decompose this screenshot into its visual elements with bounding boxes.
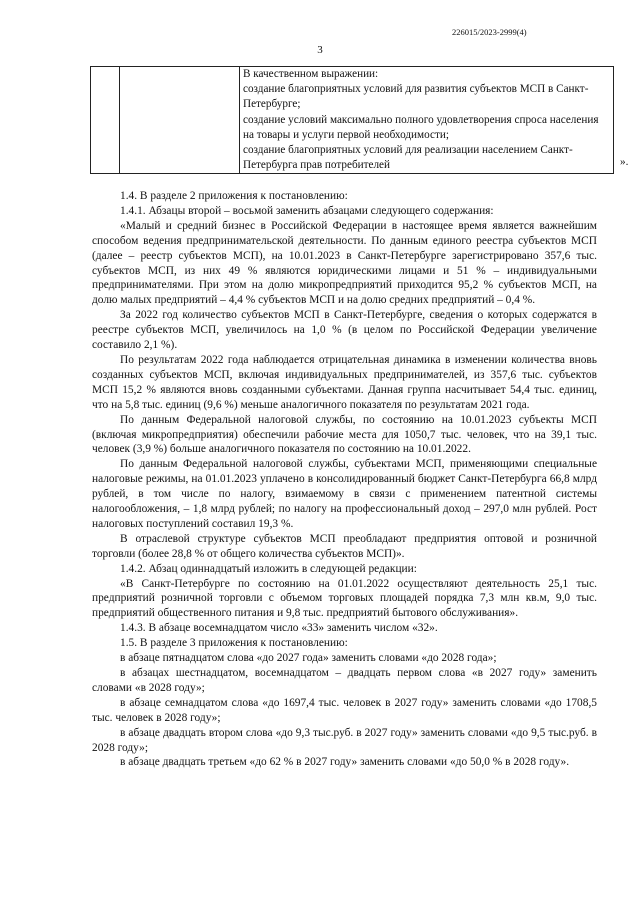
paragraph: По результатам 2022 года наблюдается отрицательная динамика в изменении количества вновь созданных субъектов МСП, включая индивидуальных предпринимателей, из 357,6 тыс. субъектов МСП 15,2 % являются вновь созданными субъектами. Данная группа насчитывает 54,4 тыс. единиц, что на 5,8 тыс. единиц (9,6 %) меньше аналогичного показателя по результатам 2021 года. [92, 353, 597, 411]
continued-table [90, 66, 614, 174]
table-line: создание благоприятных условий для реализации населением Санкт-Петербурга прав потребителей [243, 144, 573, 172]
table-cell-text [240, 67, 614, 174]
paragraph: 1.4.3. В абзаце восемнадцатом число «33» заменить числом «32». [120, 622, 438, 635]
paragraph: 1.5. В разделе 3 приложения к постановлению: [120, 637, 348, 650]
paragraph: в абзаце двадцать третьем «до 62 % в 2027 году» заменить словами «до 50,0 % в 2028 году». [120, 756, 570, 769]
table-cell-empty [91, 67, 120, 174]
paragraph: По данным Федеральной налоговой службы, по состоянию на 10.01.2023 субъекты МСП (включая микропредприятия) обеспечили рабочие места для 1050,7 тыс. человек, что на 39,1 тыс. человек (3,9 %) больше аналогичного показателя по состоянию на 10.01.2022. [92, 413, 597, 456]
document-body [92, 183, 597, 770]
paragraph: в абзацах шестнадцатом, восемнадцатом – двадцать первом слова «в 2027 году» заменить словами «в 2028 году»; [92, 667, 597, 694]
table-line: В качественном выражении: [243, 68, 379, 80]
paragraph: 1.4. В разделе 2 приложения к постановлению: [120, 190, 348, 202]
document-number: 226015/2023-2999(4) [452, 27, 527, 37]
table-row [91, 67, 614, 174]
paragraph: в абзаце семнадцатом слова «до 1697,4 тыс. человек в 2027 году» заменить словами «до 1708,5 тыс. человек в 2028 году»; [92, 696, 597, 724]
paragraph: 1.4.1. Абзацы второй – восьмой заменить абзацами следующего содержания: [120, 204, 494, 217]
table-cell-empty [120, 67, 240, 174]
table-line: создание благоприятных условий для развития субъектов МСП в Санкт-Петербурге; [243, 83, 589, 111]
paragraph: По данным Федеральной налоговой службы, субъектами МСП, применяющими специальные налоговые режимы, на 01.01.2023 уплачено в консолидированный бюджет Санкт-Петербурга 66,8 млрд рублей, в том числе по налогу, взимаемому в связи с применением патентной системы налогообложения, – 1,8 млрд рублей; по налогу на профессиональный доход – 297,0 млн рублей. Рост налоговых поступлений составил 19,3 %. [92, 458, 597, 530]
paragraph: За 2022 год количество субъектов МСП в Санкт-Петербурге, сведения о которых содержатся в реестре субъектов МСП, увеличилось на 1,0 % (в целом по Российской Федерации увеличение составило 2,1 %). [92, 309, 597, 352]
paragraph: в абзаце пятнадцатом слова «до 2027 года» заменить словами «до 2028 года»; [120, 652, 497, 665]
paragraph: «Малый и средний бизнес в Российской Федерации в настоящее время является важнейшим способом ведения предпринимательской деятельности. По данным единого реестра субъектов МСП (далее – реестр субъектов МСП), на 10.01.2023 в Санкт-Петербурге зарегистрировано 357,6 тыс. субъектов МСП, из них 49 % являются юридическими лицами и 51 % – индивидуальными предпринимателями. При этом на долю микропредприятий приходится 95,2 % субъектов МСП, на долю малых предприятий – 4,4 % субъектов МСП и на долю средних предприятий – 0,4 %. [92, 219, 597, 307]
paragraph: В отраслевой структуре субъектов МСП преобладают предприятия оптовой и розничной торговли (более 28,8 % от общего количества субъектов МСП)». [92, 532, 597, 560]
page-number: 3 [317, 44, 323, 56]
paragraph: в абзаце двадцать втором слова «до 9,3 тыс.руб. в 2027 году» заменить словами «до 9,5 тыс.руб. в 2028 году»; [92, 726, 597, 754]
closing-quote-mark: ». [620, 156, 629, 168]
paragraph: «В Санкт-Петербурге по состоянию на 01.01.2022 осуществляют деятельность 25,1 тыс. предприятий розничной торговли с объемом торговых площадей порядка 7,3 млн кв.м, 9,0 тыс. предприятий общественного питания и 9,8 тыс. предприятий бытового обслуживания». [92, 577, 597, 620]
table-line: создание условий максимально полного удовлетворения спроса населения на товары и услуги первой необходимости; [243, 113, 599, 141]
paragraph: 1.4.2. Абзац одиннадцатый изложить в следующей редакции: [120, 562, 417, 575]
